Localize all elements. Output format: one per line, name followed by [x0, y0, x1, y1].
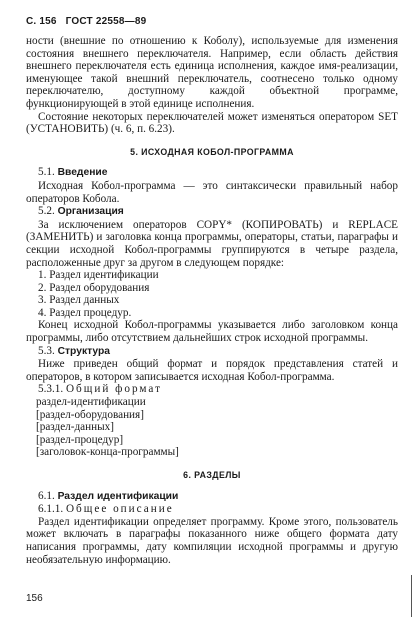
subsection-heading: [38, 166, 398, 180]
list-item: 1. Раздел идентификации: [38, 269, 159, 282]
subsection-heading: [38, 503, 398, 516]
paragraph: Раздел идентификации определяет программу. Кроме этого, пользователь может включать в параграфы показанного ниже общего формата дату написания программы, дату компиляции исходной программы и другую необязательную информацию.: [26, 515, 398, 566]
paragraph: Исходная Кобол-программа — это синтаксически правильный набор операторов Кобола.: [26, 179, 398, 205]
paragraph: Состояние некоторых переключателей может изменяться оператором SET (УСТАНОВИТЬ) (ч. 6, п. 6.23).: [26, 110, 398, 136]
page-header: [26, 16, 152, 27]
list-item: 2. Раздел оборудования: [38, 281, 150, 294]
list-item: 4. Раздел процедур.: [38, 306, 132, 319]
paragraph: За исключением операторов COPY* (КОПИРОВАТЬ) и REPLACE (ЗАМЕНИТЬ) и заголовка конца программы, операторы, статьи, параграфы и секции исходной Кобол-программы группируются в четыре раздела, расположенные друг за другом в следующем порядке:: [26, 218, 398, 269]
format-line: [раздел-данных]: [36, 421, 114, 434]
subsection-heading: [38, 490, 398, 504]
format-block: [36, 396, 398, 459]
subsection-title: Общий формат: [65, 383, 162, 396]
subsection-title: Раздел идентификации: [57, 490, 179, 502]
format-line: раздел-идентификации: [36, 396, 146, 409]
page-edge-line: [411, 575, 412, 617]
format-line: [заголовок-конца-программы]: [36, 446, 179, 459]
page-content: [26, 35, 398, 566]
subsection-heading: [38, 205, 398, 219]
standard-code: ГОСТ 22558—89: [65, 16, 147, 27]
subsection-title: Организация: [57, 206, 124, 218]
division-list: [38, 269, 398, 319]
section-heading: 5. ИСХОДНАЯ КОБОЛ-ПРОГРАММА: [130, 146, 294, 157]
subsection-number: 6.1.1.: [38, 503, 64, 516]
subsection-number: 6.1.: [38, 489, 55, 502]
subsection-title: Введение: [57, 167, 108, 179]
paragraph: Конец исходной Кобол-программы указывается либо заголовком конца программы, либо отсутствием дальнейших строк исходной программы.: [26, 319, 398, 345]
page-prefix: С. 156: [26, 16, 57, 27]
subsection-title: Общее описание: [65, 503, 174, 516]
subsection-heading: [38, 383, 398, 396]
subsection-number: 5.3.: [38, 344, 55, 357]
subsection-number: 5.1.: [38, 166, 55, 179]
subsection-number: 5.2.: [38, 205, 55, 218]
page-number: 156: [26, 593, 43, 604]
subsection-heading: [38, 345, 398, 359]
format-line: [раздел-оборудования]: [36, 408, 144, 421]
list-item: 3. Раздел данных: [38, 294, 120, 307]
format-line: [раздел-процедур]: [36, 433, 124, 446]
section-heading: 6. РАЗДЕЛЫ: [183, 470, 241, 480]
paragraph: Ниже приведен общий формат и порядок представления статей и операторов, в котором записывается исходная Кобол-программа.: [26, 358, 398, 383]
subsection-number: 5.3.1.: [38, 383, 64, 396]
subsection-title: Структура: [57, 345, 110, 357]
paragraph: ности (внешние по отношению к Коболу), используемые для изменения состояния внешнего переключателя. Например, если область действия внешнего переключателя есть единица исполнения, каждое имя-реализации, именующее такой внешний переключатель, соотнесено только одному переключателю, доступному каждой объектной программе, функционирующей в этой единице исполнения.: [26, 35, 398, 110]
